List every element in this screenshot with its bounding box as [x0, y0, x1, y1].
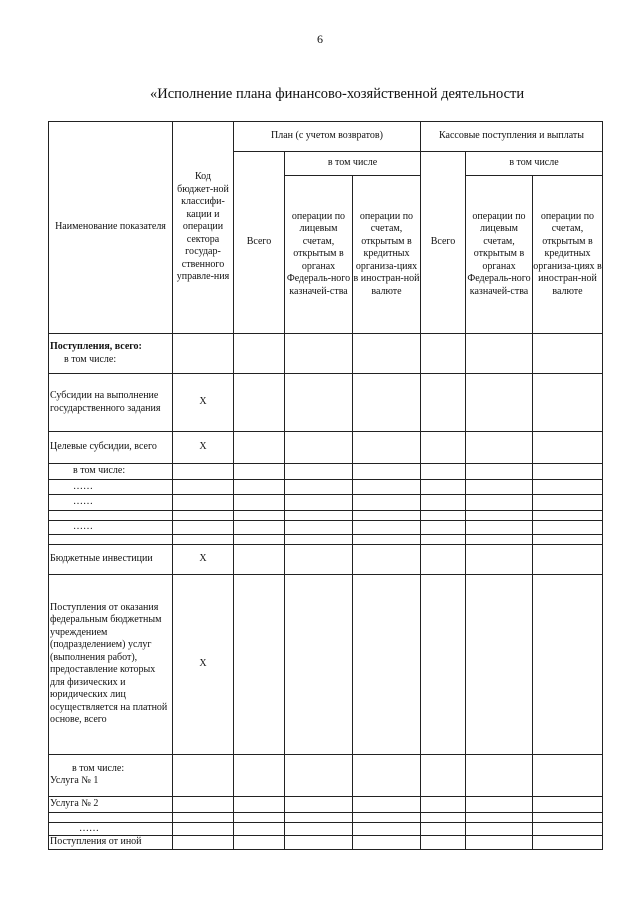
table-row [49, 480, 603, 495]
table-row [49, 534, 603, 544]
header-plan-including: в том числе [285, 152, 421, 176]
row-label: …… [49, 521, 173, 535]
header-cash-foreign: операции по счетам, открытым в кредитных организа-циях в иностран-ной валюте [533, 176, 603, 334]
table-row [49, 836, 603, 850]
table-row [49, 796, 603, 812]
table-row [49, 334, 603, 374]
row-label: Поступления от иной [49, 836, 173, 850]
row-label: Субсидии на выполнение государственного задания [49, 374, 173, 432]
document-title: «Исполнение плана финансово-хозяйственной деятельности [150, 86, 525, 102]
table-row [49, 511, 603, 521]
header-cash-including: в том числе [466, 152, 603, 176]
financial-plan-table [48, 121, 603, 850]
table-row [49, 495, 603, 511]
row-sublabel: в том числе: [64, 353, 117, 365]
row-label [49, 812, 173, 822]
row-label-text: Поступления, всего: [50, 341, 142, 352]
code-cell: X [173, 574, 234, 754]
code-cell: X [173, 432, 234, 464]
header-indicator-name: Наименование показателя [49, 122, 173, 334]
header-cash-total: Всего [421, 152, 466, 334]
header-cash: Кассовые поступления и выплаты [421, 122, 603, 152]
row-sublabel: Услуга № 1 [50, 775, 99, 786]
code-cell: X [173, 544, 234, 574]
table-row [49, 574, 603, 754]
page-number: 6 [317, 32, 323, 46]
header-cash-treasury: операции по лицевым счетам, открытым в органах Федераль-ного казначей-ства [466, 176, 533, 334]
table-row [49, 464, 603, 480]
row-label: в том числе: [49, 464, 173, 480]
row-label: Услуга № 2 [49, 796, 173, 812]
row-label: Поступления от оказания федеральным бюджетным учреждением (подразделением) услуг (выполнения работ), предоставление которых для физических и юридических лиц осуществляется на платной основе, всего [49, 574, 173, 754]
table-row [49, 432, 603, 464]
table-row [49, 754, 603, 796]
row-label: …… [49, 480, 173, 495]
row-label [49, 534, 173, 544]
row-label [49, 754, 173, 796]
header-plan: План (с учетом возвратов) [234, 122, 421, 152]
table-row [49, 374, 603, 432]
table-row [49, 521, 603, 535]
row-label [49, 511, 173, 521]
row-label: …… [49, 822, 173, 836]
row-label [49, 334, 173, 374]
table-row [49, 822, 603, 836]
header-budget-code: Код бюджет-ной классифи-кации и операции сектора государ-ственного управле-ния [173, 122, 234, 334]
code-cell: X [173, 374, 234, 432]
table-row [49, 812, 603, 822]
header-plan-treasury: операции по лицевым счетам, открытым в органах Федераль-ного казначей-ства [285, 176, 353, 334]
row-label-text: в том числе: [72, 762, 125, 774]
row-label: …… [49, 495, 173, 511]
header-plan-total: Всего [234, 152, 285, 334]
row-label: Целевые субсидии, всего [49, 432, 173, 464]
header-plan-foreign: операции по счетам, открытым в кредитных организа-циях в иностран-ной валюте [353, 176, 421, 334]
table-row [49, 544, 603, 574]
row-label: Бюджетные инвестиции [49, 544, 173, 574]
